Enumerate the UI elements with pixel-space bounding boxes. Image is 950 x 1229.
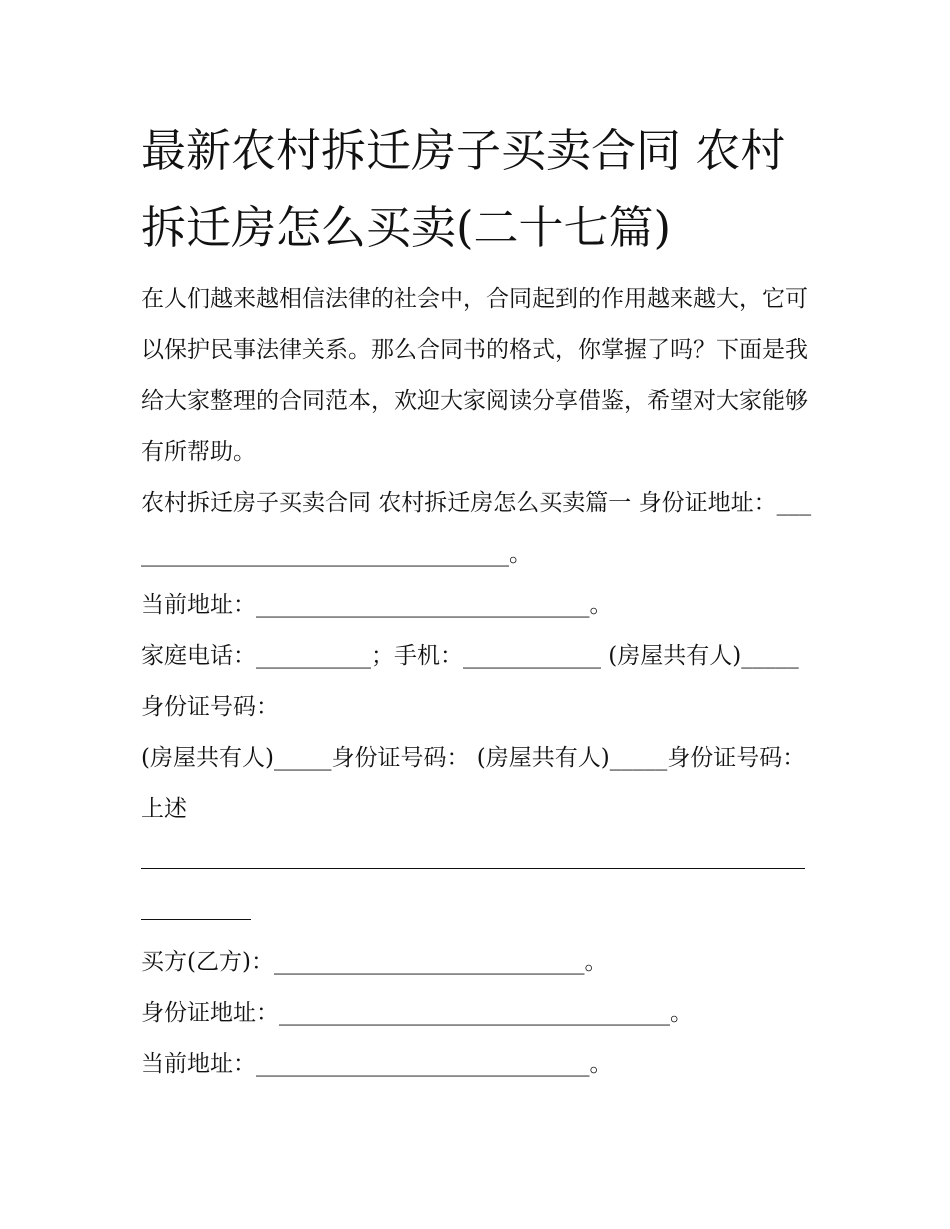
blank-fill-line xyxy=(141,835,821,937)
above-label: 上述 xyxy=(141,796,187,822)
current-address-line-2: 当前地址：_____________________________。 xyxy=(141,1051,613,1077)
section-heading-id-address: 农村拆迁房子买卖合同 农村拆迁房怎么买卖篇一 身份证地址：___________________________________。 xyxy=(141,490,812,567)
buyer-line: 买方(乙方)：___________________________。 xyxy=(141,949,608,975)
id-address-line: 身份证地址：__________________________________。 xyxy=(141,1000,693,1026)
intro-paragraph: 在人们越来越相信法律的社会中，合同起到的作用越来越大，它可以保护民事法律关系。那么合同书的格式，你掌握了吗？下面是我给大家整理的合同范本，欢迎大家阅读分享借鉴，希望对大家能够有所帮助。 xyxy=(141,286,808,465)
current-address-line: 当前地址：_____________________________。 xyxy=(141,592,613,618)
blank-underline xyxy=(141,845,805,869)
document-title: 最新农村拆迁房子买卖合同 农村拆迁房怎么买卖(二十七篇) xyxy=(141,124,786,254)
document-body xyxy=(141,274,821,1090)
blank-underline-tail xyxy=(141,896,251,920)
co-owners-line: (房屋共有人)_____身份证号码： (房屋共有人)_____身份证号码： xyxy=(141,745,806,771)
phone-line: 家庭电话：__________；手机：____________ (房屋共有人)_____身份证号码： xyxy=(141,643,799,720)
